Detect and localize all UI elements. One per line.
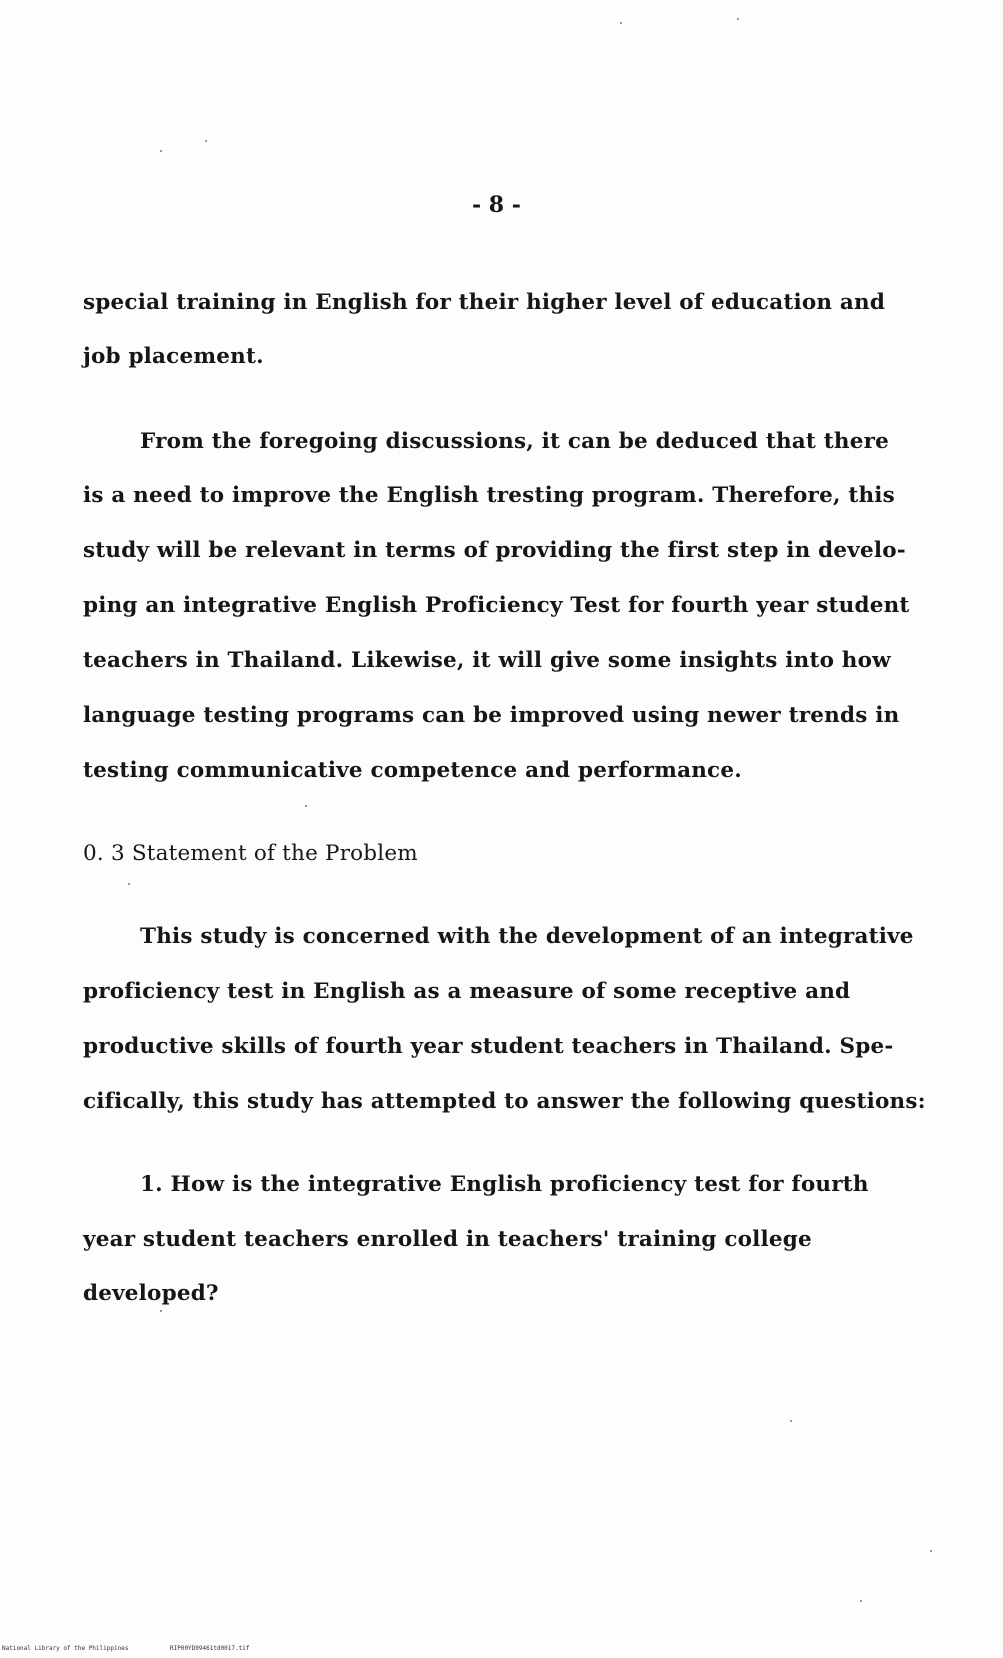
- body-line-9: testing communicative competence and performance.: [83, 758, 742, 783]
- scan-speck: [160, 150, 162, 152]
- body-line-6: ping an integrative English Proficiency Test for fourth year student: [83, 593, 910, 618]
- footer-library-name: National Library of the Philippines: [2, 1645, 129, 1652]
- body-line-14: cifically, this study has attempted to answer the following questions:: [83, 1089, 926, 1114]
- body-line-1: special training in English for their higher level of education and: [83, 290, 886, 315]
- scan-speck: [128, 883, 130, 885]
- body-line-13: productive skills of fourth year student teachers in Thailand. Spe-: [83, 1034, 894, 1059]
- scan-speck: [790, 1420, 792, 1422]
- section-heading: 0. 3 Statement of the Problem: [83, 841, 418, 866]
- body-line-7: teachers in Thailand. Likewise, it will give some insights into how: [83, 648, 891, 673]
- body-line-8: language testing programs can be improved using newer trends in: [83, 703, 900, 728]
- body-line-5: study will be relevant in terms of providing the first step in develo-: [83, 538, 906, 563]
- scan-speck: [305, 805, 307, 807]
- scan-speck: [205, 140, 207, 142]
- question-1-line-3: developed?: [83, 1281, 219, 1306]
- scan-speck: [160, 1310, 162, 1312]
- scan-speck: [930, 1550, 932, 1552]
- question-1-line-1: 1. How is the integrative English proficiency test for fourth: [140, 1172, 869, 1197]
- question-1-line-2: year student teachers enrolled in teachers' training college: [83, 1227, 812, 1252]
- body-line-2: job placement.: [83, 344, 264, 369]
- footer-file-id: RIP00YD09461td0017.tif: [170, 1645, 250, 1652]
- page-number: - 8 -: [472, 192, 521, 218]
- paragraph-start-line: This study is concerned with the development of an integrative: [140, 924, 914, 949]
- body-line-12: proficiency test in English as a measure of some receptive and: [83, 979, 851, 1004]
- scan-speck: [737, 18, 739, 20]
- body-line-4: is a need to improve the English tresting program. Therefore, this: [83, 483, 895, 508]
- scan-speck: [860, 1600, 862, 1602]
- scan-speck: [620, 22, 622, 24]
- paragraph-start-line: From the foregoing discussions, it can be deduced that there: [140, 429, 889, 454]
